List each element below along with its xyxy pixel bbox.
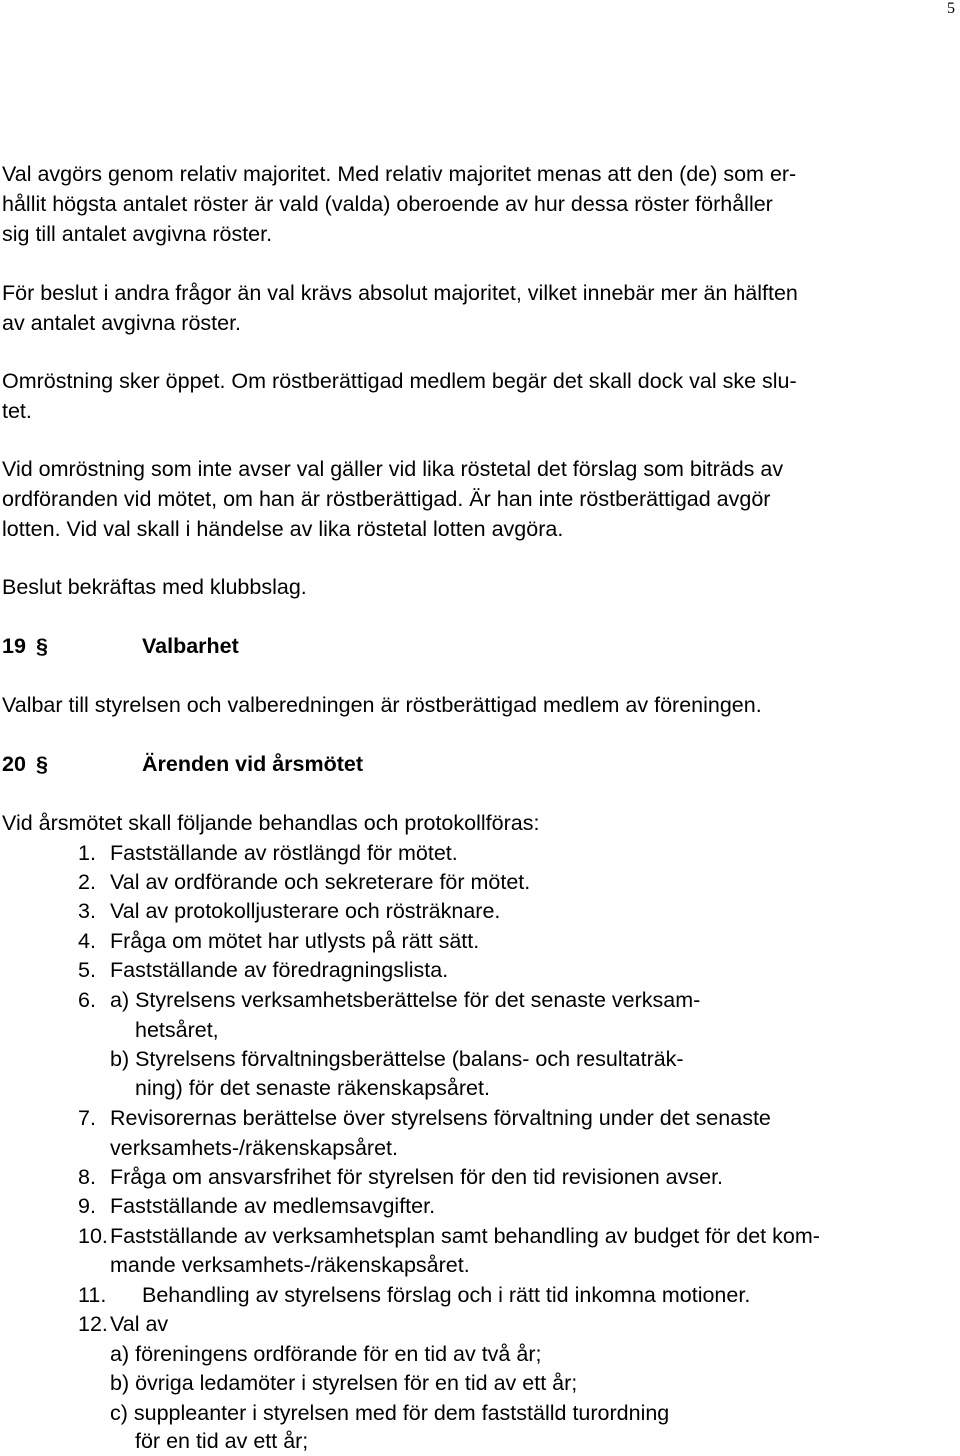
section-symbol: §	[36, 752, 48, 776]
paragraph-line: ordföranden vid mötet, om han är röstberättigad. Är han inte röstberättigad avgör	[2, 487, 771, 511]
list-number: 1.	[78, 841, 96, 865]
section-number: 19	[2, 634, 26, 658]
paragraph-line: sig till antalet avgivna röster.	[2, 222, 273, 246]
list-text: Behandling av styrelsens förslag och i rätt tid inkomna motioner.	[142, 1283, 751, 1307]
section-number: 20	[2, 752, 26, 776]
list-number: 9.	[78, 1194, 96, 1218]
list-number: 6.	[78, 988, 96, 1012]
list-number: 5.	[78, 958, 96, 982]
paragraph-line: Omröstning sker öppet. Om röstberättigad medlem begär det skall dock val ske slu-	[2, 369, 797, 393]
section-19-heading	[0, 631, 960, 661]
list-subitem: c) suppleanter i styrelsen med för dem fastställd turordning	[110, 1401, 670, 1425]
list-text: Fastställande av verksamhetsplan samt behandling av budget för det kom-	[110, 1224, 820, 1248]
paragraph-line: av antalet avgivna röster.	[2, 311, 242, 335]
section-20-intro: Vid årsmötet skall följande behandlas och protokollföras:	[2, 811, 540, 835]
paragraph-line: Val avgörs genom relativ majoritet. Med relativ majoritet menas att den (de) som er-	[2, 162, 797, 186]
list-text-continued: mande verksamhets-/räkenskapsåret.	[110, 1253, 470, 1277]
section-20-heading	[0, 749, 960, 779]
list-number: 12.	[78, 1312, 108, 1336]
section-symbol: §	[36, 634, 48, 658]
paragraph-line: För beslut i andra frågor än val krävs absolut majoritet, vilket innebär mer än hälften	[2, 281, 798, 305]
list-text: Fastställande av medlemsavgifter.	[110, 1194, 436, 1218]
list-text-continued: hetsåret,	[135, 1018, 219, 1042]
list-text: b) Styrelsens förvaltningsberättelse (balans- och resultaträk-	[110, 1047, 684, 1071]
list-number: 7.	[78, 1106, 96, 1130]
page-number: 5	[947, 0, 955, 17]
list-number: 8.	[78, 1165, 96, 1189]
list-number: 10.	[78, 1224, 108, 1248]
list-text-continued: ning) för det senaste räkenskapsåret.	[135, 1076, 490, 1100]
paragraph-line: Beslut bekräftas med klubbslag.	[2, 575, 307, 599]
list-number: 11.	[78, 1283, 107, 1307]
section-title: Valbarhet	[142, 634, 239, 658]
list-text: Fastställande av röstlängd för mötet.	[110, 841, 458, 865]
list-number: 4.	[78, 929, 96, 953]
list-text: Revisorernas berättelse över styrelsens förvaltning under det senaste	[110, 1106, 771, 1130]
list-number: 3.	[78, 899, 96, 923]
list-text: Val av	[110, 1312, 169, 1336]
section-title: Ärenden vid årsmötet	[142, 752, 364, 776]
list-text: Val av ordförande och sekreterare för mötet.	[110, 870, 531, 894]
list-text: Fråga om ansvarsfrihet för styrelsen för den tid revisionen avser.	[110, 1165, 724, 1189]
paragraph-line: lotten. Vid val skall i händelse av lika röstetal lotten avgöra.	[2, 517, 564, 541]
paragraph-line: hållit högsta antalet röster är vald (valda) oberoende av hur dessa röster förhåller	[2, 192, 773, 216]
list-text-continued: för en tid av ett år;	[135, 1429, 309, 1453]
list-text: a) Styrelsens verksamhetsberättelse för det senaste verksam-	[110, 988, 701, 1012]
section-19-text: Valbar till styrelsen och valberedningen är röstberättigad medlem av föreningen.	[2, 693, 762, 717]
list-text: Val av protokolljusterare och rösträknare.	[110, 899, 501, 923]
list-text: Fråga om mötet har utlysts på rätt sätt.	[110, 929, 480, 953]
list-text-continued: verksamhets-/räkenskapsåret.	[110, 1136, 398, 1160]
paragraph-line: tet.	[2, 399, 32, 423]
list-subitem: b) övriga ledamöter i styrelsen för en tid av ett år;	[110, 1371, 578, 1395]
list-text: Fastställande av föredragningslista.	[110, 958, 449, 982]
paragraph-line: Vid omröstning som inte avser val gäller vid lika röstetal det förslag som biträds av	[2, 457, 784, 481]
list-number: 2.	[78, 870, 96, 894]
list-subitem: a) föreningens ordförande för en tid av två år;	[110, 1342, 542, 1366]
